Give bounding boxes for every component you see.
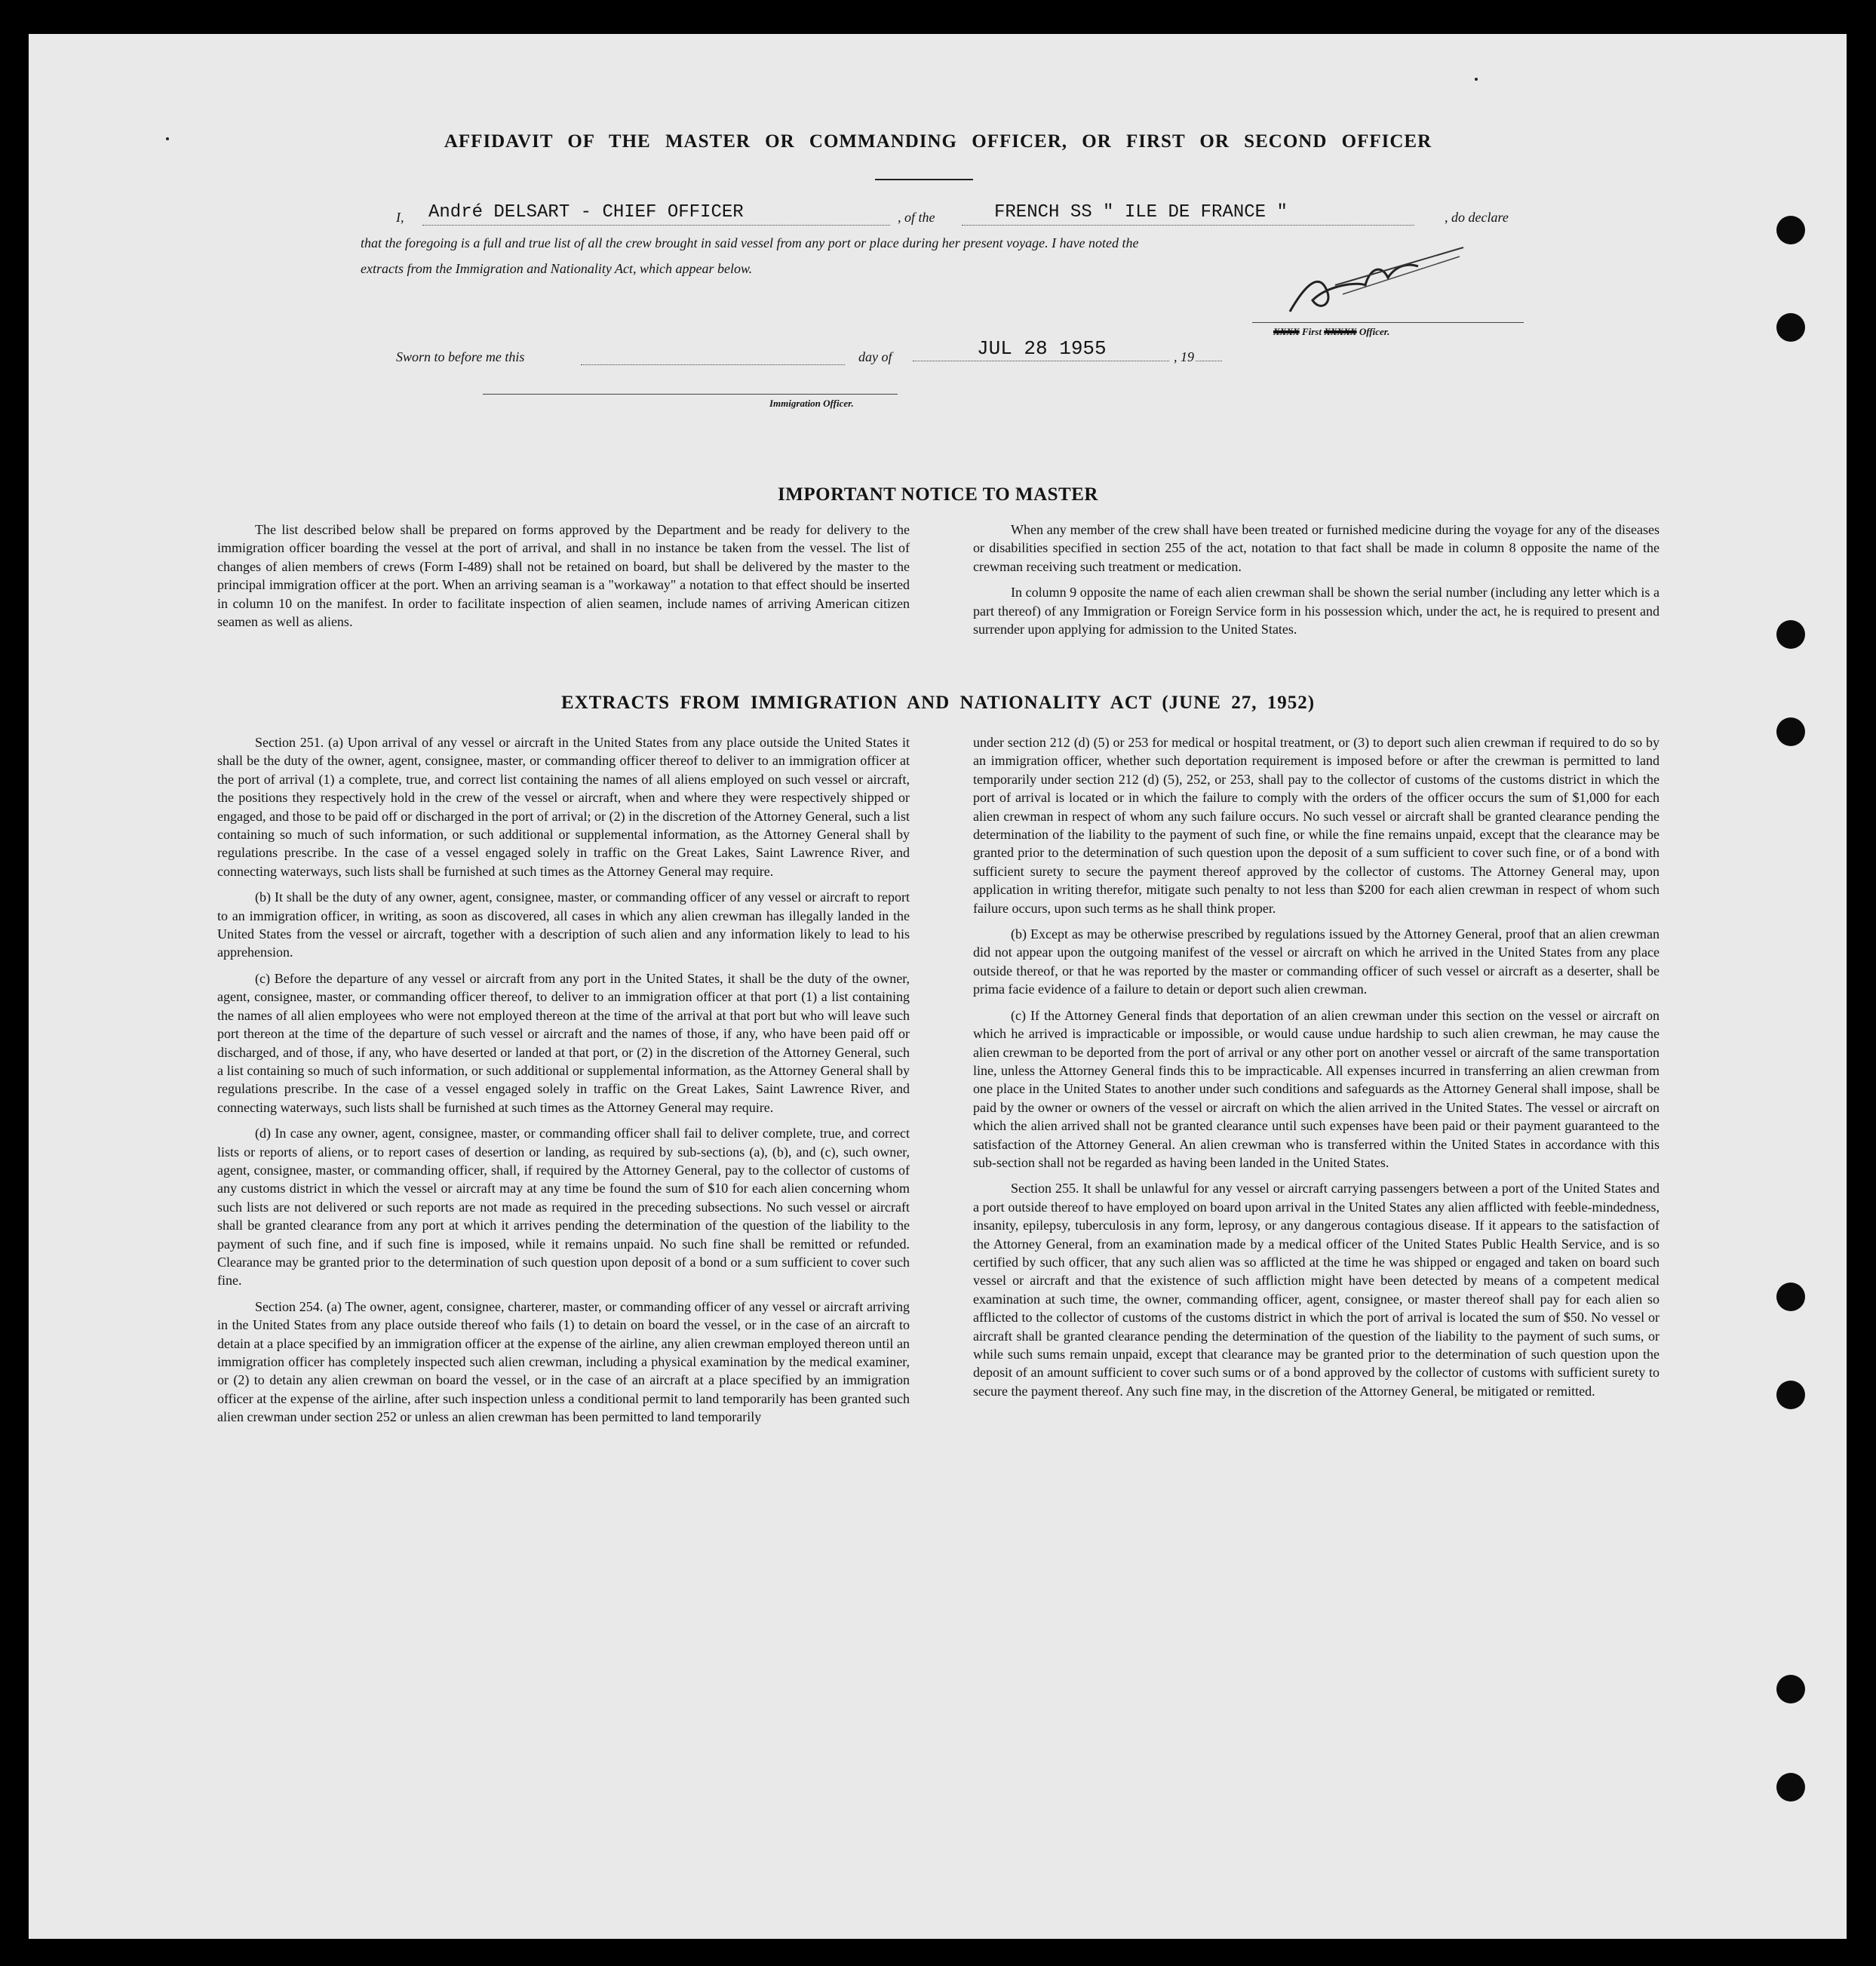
- punch-hole: [1776, 1773, 1805, 1802]
- sworn-label: Sworn to before me this: [396, 349, 525, 364]
- section-paragraph: under section 212 (d) (5) or 253 for medical or hospital treatment, or (3) to deport such alien crewman if required to do so by an immigration officer, whether such deportation requirement is imposed before or after the crewman is permitted to land temporarily under section 212 (d) (5), 252, or 253, shall pay to the collector of customs of the customs district in which the port of arrival is located or in which the failure to comply with the orders of the officer occurs the sum of $1,000 for each alien crewman in respect of whom any such failure occurs. No such vessel or aircraft shall be granted clearance pending the determination of the liability to the payment of such fine, or while the fine remains unpaid, except that the clearance may be granted prior to the determination of such question upon the deposit of a sum sufficient to cover such fine, or of a bond with sufficient surety to secure the payment thereof approved by the collector of customs. The Attorney General may, upon application in writing therefor, mitigate such penalty to not less than $200 for each alien crewman in respect of whom such failure occurs, upon such terms as he shall think proper.: [973, 735, 1660, 916]
- notice-paragraph: In column 9 opposite the name of each alien crewman shall be shown the serial number (including any letter which is a part thereof) of any Immigration or Foreign Service form in his possession which, under the act, he is required to present and surrender upon applying for admission to the United States.: [973, 585, 1660, 637]
- officer-signature: [1275, 240, 1471, 323]
- notice-left-column: [217, 521, 910, 638]
- punch-hole: [1776, 620, 1805, 649]
- section-paragraph: (c) Before the departure of any vessel or aircraft from any port in the United States, it shall be the duty of the owner, agent, consignee, master, or commanding officer thereof, to deliver to an immigration officer at that port (1) a list containing the names of all alien employees who were not employed thereon at the time of the arrival at that port but who will leave such port thereon at the time of the departure of such vessel or aircraft and the names of those, if any, who have been paid off or discharged, and of those, if any, who have deserted or landed at that port, or (2) in the discretion of the Attorney General, such a list containing so much of such information, or such additional or supplemental information, as the Attorney General shall by regulations prescribe. In the case of a vessel engaged solely in traffic on the Great Lakes, Saint Lawrence River, and connecting waterways, such lists shall be furnished at such times as the Attorney General may require.: [217, 970, 910, 1115]
- officer-title-label: [1273, 326, 1389, 338]
- declaration-line-1: that the foregoing is a full and true list of all the crew brought in said vessel from any port or place during her present voyage. I have noted the: [361, 235, 1139, 250]
- notice-paragraph: When any member of the crew shall have been treated or furnished medicine during the voyage for any of the diseases or disabilities specified in section 255 of the act, notation to that fact shall be made in column 8 opposite the name of the crewman receiving such treatment or medication.: [973, 522, 1660, 574]
- section-paragraph: Section 254. (a) The owner, agent, consignee, charterer, master, or commanding officer of any vessel or aircraft arriving in the United States from any place outside thereof who fails (1) to detain on board the vessel, or in the case of an aircraft to detain at a place specified by an immigration officer at the expense of the airline, any alien crewman employed thereon until an immigration officer has completely inspected such alien crewman, including a physical examination by the medical examiner, or (2) to detain any alien crewman on board the vessel, or in the case of an aircraft at a place specified by an immigration officer at the expense of the airline, after such inspection unless a conditional permit to land temporarily has been granted such alien crewman under section 252 or unless an alien crewman has been permitted to land temporarily: [217, 1298, 910, 1425]
- do-declare-label: , do declare: [1445, 210, 1509, 225]
- day-of-label: day of: [858, 349, 892, 364]
- declaration-line-2: extracts from the Immigration and Nationality Act, which appear below.: [361, 261, 753, 276]
- title-rule: [875, 179, 973, 180]
- section-paragraph: (d) In case any owner, agent, consignee, master, or commanding officer shall fail to deliver complete, true, and correct lists or reports of aliens, or to report cases of desertion or landing, as required by sub-sections (a), (b), and (c), such owner, agent, consignee, master, or commanding officer, shall, if required by the Attorney General, pay to the collector of customs of any customs district in which the vessel or aircraft may at any time be found the sum of $10 for each alien concerning whom such lists are not delivered or such reports are not made as required in the preceding subsections. No such vessel or aircraft shall be granted clearance from any port at which it arrives pending the determination of the question of the liability to the payment of such fine, and if such fine is imposed, while it remains unpaid. No such fine shall be remitted or refunded. Clearance may be granted prior to the determination of such question upon deposit of a bond or a sum sufficient to cover such fine.: [217, 1126, 910, 1289]
- notice-paragraph: The list described below shall be prepared on forms approved by the Department and be ready for delivery to the immigration officer boarding the vessel at the port of arrival, and shall in no instance be taken from the vessel. The list of changes of alien members of crews (Form I-489) shall not be retained on board, but shall be delivered by the master to the principal immigration officer at the port. When an arriving seaman is a "workaway" a notation to that effect should be inserted in column 10 on the manifest. In order to facilitate inspection of alien seamen, include names of arriving American citizen seamen as well as aliens.: [217, 522, 910, 630]
- extracts-right-column: [973, 733, 1660, 1408]
- first-label: First: [1301, 326, 1322, 337]
- officer-word: Officer.: [1359, 326, 1390, 337]
- immigration-officer-label: Immigration Officer.: [769, 398, 854, 409]
- important-notice-title: IMPORTANT NOTICE TO MASTER: [778, 484, 1098, 505]
- section-paragraph: (c) If the Attorney General finds that deportation of an alien crewman under this section on the vessel or aircraft on which he arrived is impracticable or impossible, or would cause undue hardship to such alien crewman, he may cause the alien crewman to be deported from the port of arrival or any other port on another vessel or aircraft of the same transportation line, unless the Attorney General finds this to be impracticable. All expenses incurred in transferring an alien crewman from one place in the United States to another under such conditions and safeguards as the Attorney General shall impose, shall be paid by the owner or owners of the vessel or aircraft on which the alien arrived in the United States. The vessel or aircraft on which the alien arrived shall not be granted clearance until such expenses have been paid or their payment guaranteed to the satisfaction of the Attorney General. An alien crewman who is transferred within the United States in accordance with this sub-section shall not be regarded as having been landed in the United States.: [973, 1007, 1660, 1170]
- punch-hole: [1776, 1381, 1805, 1409]
- punch-hole: [1776, 717, 1805, 746]
- section-paragraph: Section 251. (a) Upon arrival of any vessel or aircraft in the United States from any place outside the United States it shall be the duty of the owner, agent, consignee, master, or commanding officer thereof to deliver to an immigration officer at the port of arrival (1) a complete, true, and correct list containing the names of all aliens employed on such vessel or aircraft, the positions they respectively hold in the crew of the vessel or aircraft, when and where they were respectively shipped or engaged, and those to be paid off or discharged in the port of arrival; or (2) in the discretion of the Attorney General, such a list containing so much of such information, or such additional or supplemental information, as the Attorney General shall by regulations prescribe. In the case of a vessel engaged solely in traffic on the Great Lakes, Saint Lawrence River, and connecting waterways, such lists shall be furnished at such times as the Attorney General may require.: [217, 735, 910, 879]
- affidavit-prefix: I,: [396, 210, 404, 225]
- vessel-name-blank: [962, 225, 1414, 226]
- sworn-blank: [581, 364, 845, 365]
- struck-text: XXXX: [1273, 326, 1300, 337]
- extracts-left-column: [217, 733, 910, 1434]
- notice-right-column: [973, 521, 1660, 646]
- extracts-title: EXTRACTS FROM IMMIGRATION AND NATIONALITY ACT (JUNE 27, 1952): [560, 693, 1316, 713]
- punch-hole: [1776, 1283, 1805, 1311]
- signature-line: [1252, 322, 1524, 323]
- immigration-officer-line: [483, 394, 898, 395]
- affidavit-title: AFFIDAVIT OF THE MASTER OR COMMANDING OFFICER, OR FIRST OR SECOND OFFICER: [444, 131, 1432, 152]
- scan-speck: [1475, 78, 1478, 81]
- officer-name-field[interactable]: André DELSART - CHIEF OFFICER: [428, 202, 744, 223]
- punch-hole: [1776, 216, 1805, 244]
- of-the-label: , of the: [898, 210, 935, 225]
- vessel-name-field[interactable]: FRENCH SS " ILE DE FRANCE ": [994, 202, 1288, 223]
- sworn-date-field[interactable]: JUL 28 1955: [977, 337, 1107, 360]
- struck-text: XXXXX: [1324, 326, 1357, 337]
- section-paragraph: Section 255. It shall be unlawful for any vessel or aircraft carrying passengers between a port of the United States and a port outside thereof to have employed on board upon arrival in the United States any alien afflicted with feeble-mindedness, insanity, epilepsy, tuberculosis in any form, leprosy, or any dangerous contagious disease. If it appears to the satisfaction of the Attorney General, from an examination made by a medical officer of the United States Public Health Service, and is so certified by such officer, that any such alien was so afflicted at the time he was shipped or engaged and taken on board such vessel or aircraft and that the existence of such affliction might have been detected by means of a competent medical examination at such time, the owner, commanding officer, agent, consignee, or master thereof shall pay for each alien so afflicted to the collector of customs of the customs district in which the port of arrival is located the sum of $50. No vessel or aircraft shall be granted clearance pending the determination of the question of the liability to the payment of such sums, or while such sums remain unpaid, except that clearance may be granted prior to the determination of such question upon the deposit of an amount sufficient to cover such sums or of a bond approved by the collector of customs with sufficient surety to secure the payment thereof. Any such fine may, in the discretion of the Attorney General, be mitigated or remitted.: [973, 1181, 1660, 1399]
- year-prefix: , 19: [1174, 349, 1194, 364]
- punch-hole: [1776, 313, 1805, 342]
- officer-name-blank: [422, 225, 890, 226]
- section-paragraph: (b) It shall be the duty of any owner, agent, consignee, master, or commanding officer of any vessel or aircraft to report to an immigration officer, in writing, as soon as discovered, all cases in which any alien crewman has illegally landed in the United States from the vessel or aircraft, together with a description of such alien and any information likely to lead to his apprehension.: [217, 889, 910, 960]
- section-paragraph: (b) Except as may be otherwise prescribed by regulations issued by the Attorney General, proof that an alien crewman did not appear upon the outgoing manifest of the vessel or aircraft on which he arrived in the United States from any place outside thereof, or that he was reported by the master or commanding officer of such vessel or aircraft as a deserter, shall be prima facie evidence of a failure to detain or deport such alien crewman.: [973, 926, 1660, 997]
- punch-hole: [1776, 1675, 1805, 1703]
